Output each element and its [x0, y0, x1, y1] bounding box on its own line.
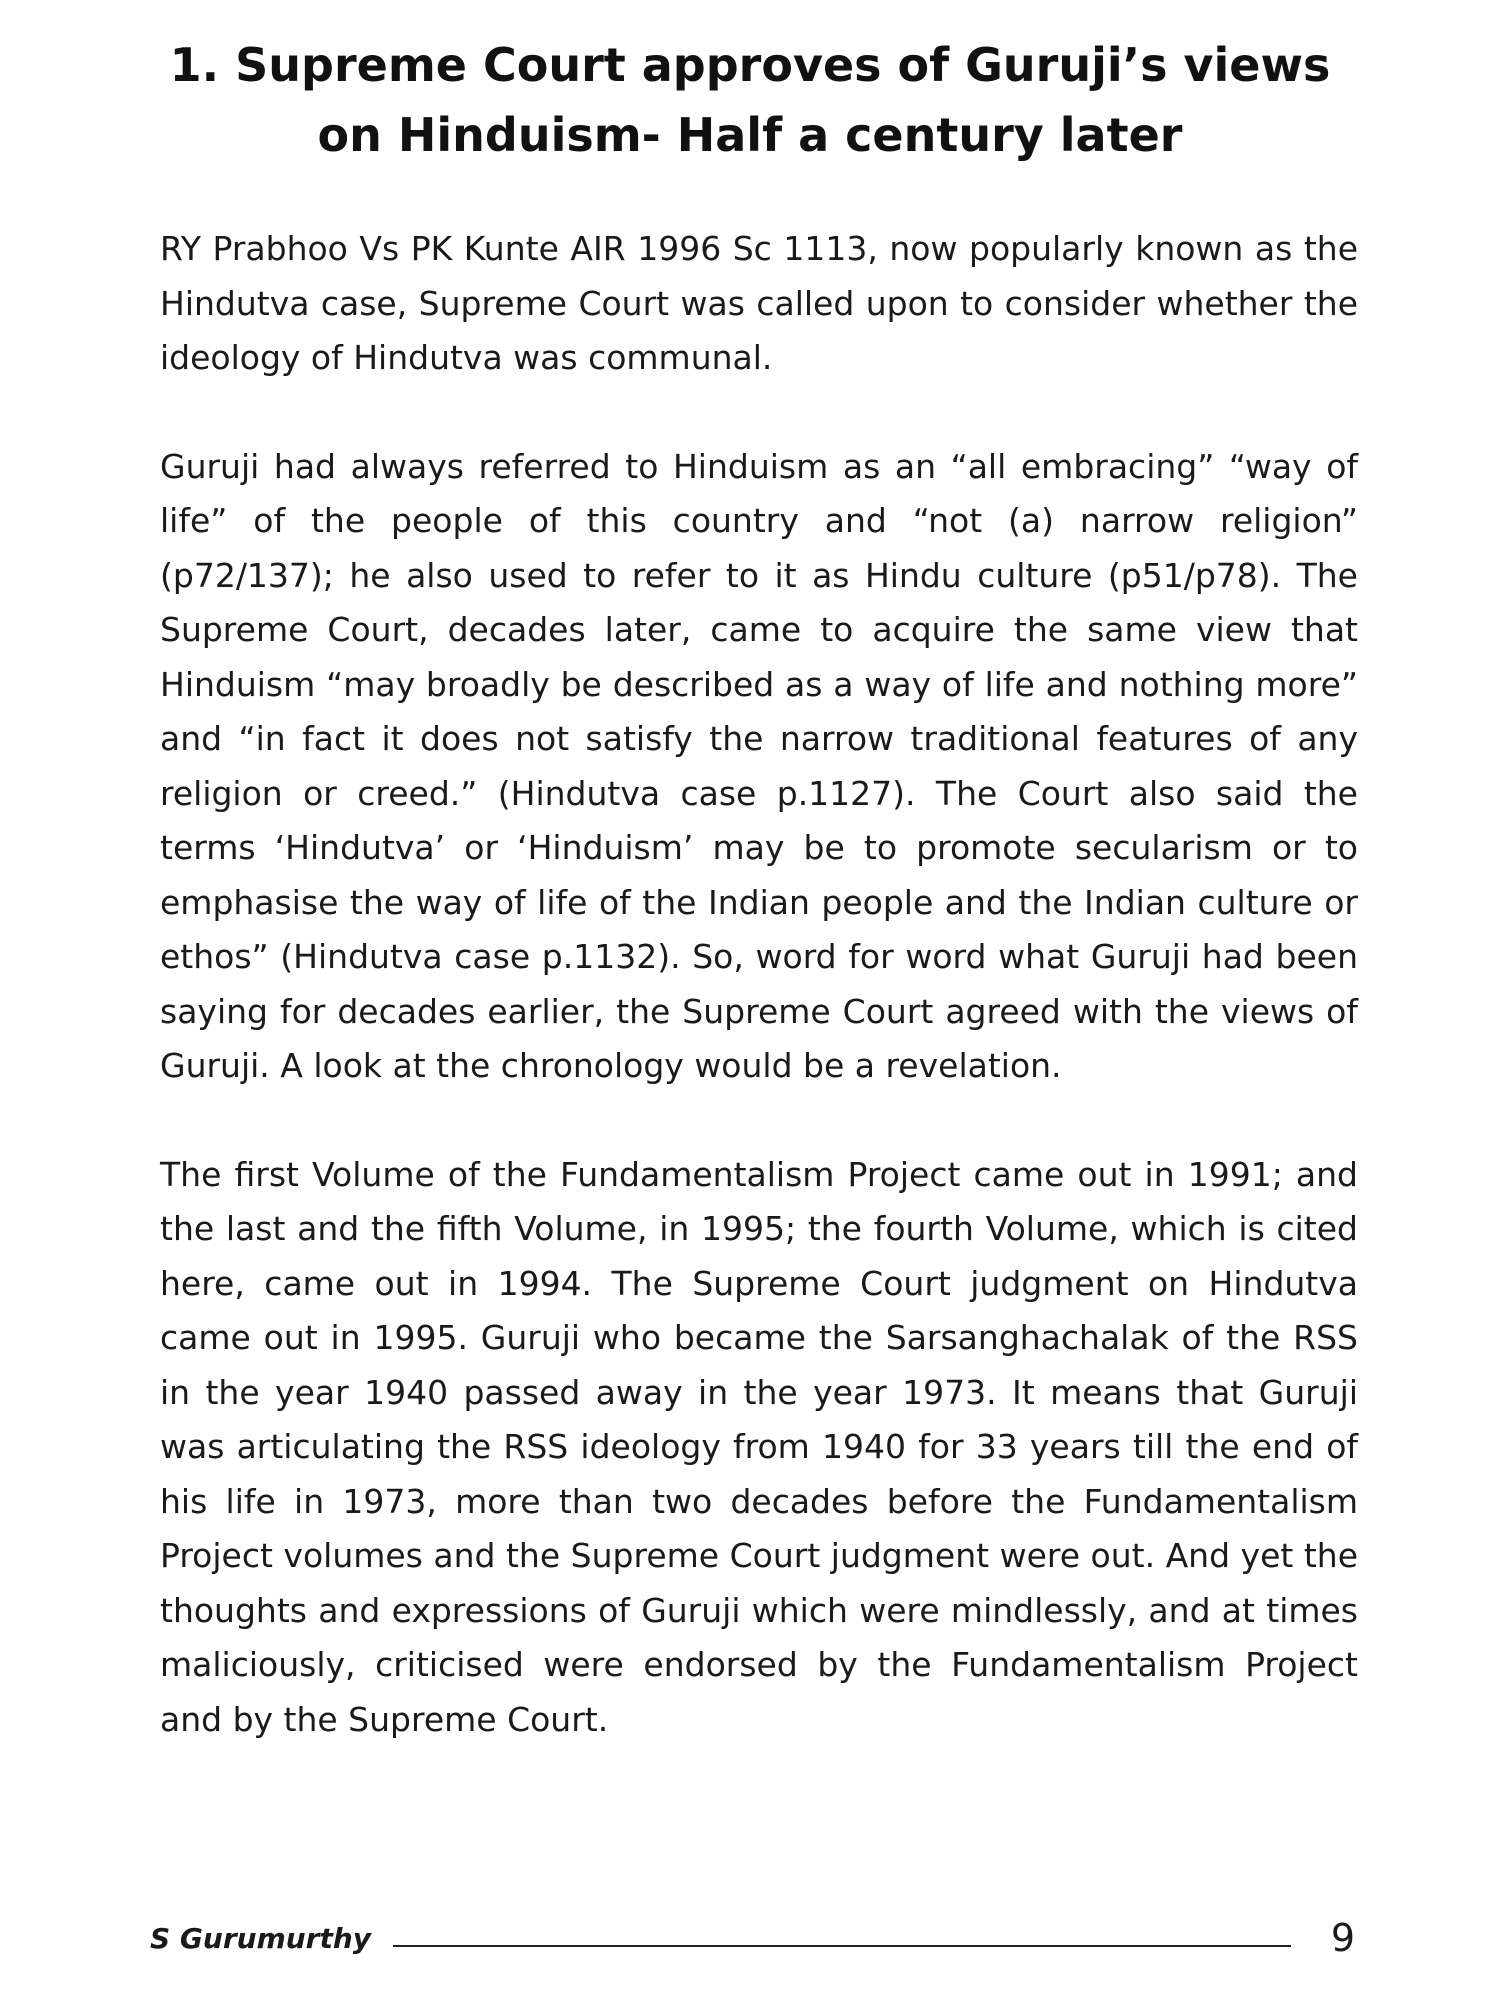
footer-rule	[393, 1945, 1291, 1947]
paragraph-hinduism-way-of-life: Guruji had always referred to Hinduism as an “all embracing” “way of life” of the people of this country and “not (a) narrow religion” (p72/137); he also used to refer to it as Hindu culture (p51/p78). The Supreme Court, decades later, came to acquire the same view that Hinduism “may broadly be described as a way of life and nothing more” and “in fact it does not satisfy the narrow traditional features of any religion or creed.” (Hindutva case p.1127). The Court also said the terms ‘Hindutva’ or ‘Hinduism’ may be to promote secularism or to emphasise the way of life of the Indian people and the Indian culture or ethos” (Hindutva case p.1132). So, word for word what Guruji had been saying for decades earlier, the Supreme Court agreed with the views of Guruji. A look at the chronology would be a revelation.	[160, 446, 1358, 1085]
page-footer	[150, 1908, 1355, 1968]
chapter-title	[100, 30, 1400, 170]
paragraph-case-intro: RY Prabhoo Vs PK Kunte AIR 1996 Sc 1113, now popularly known as the Hindutva case, Supreme Court was called upon to consider whether the ideology of Hindutva was communal.	[160, 229, 1358, 377]
body-text	[160, 222, 1358, 1801]
page-number: 9	[1330, 1916, 1355, 1960]
paragraph-chronology: The first Volume of the Fundamentalism Project came out in 1991; and the last and the fifth Volume, in 1995; the fourth Volume, which is cited here, came out in 1994. The Supreme Court judgment on Hindutva came out in 1995. Guruji who became the Sarsanghachalak of the RSS in the year 1940 passed away in the year 1973. It means that Guruji was articulating the RSS ideology from 1940 for 33 years till the end of his life in 1973, more than two decades before the Fundamentalism Project volumes and the Supreme Court judgment were out. And yet the thoughts and expressions of Guruji which were mindlessly, and at times maliciously, criticised were endorsed by the Fundamentalism Project and by the Supreme Court.	[160, 1154, 1358, 1739]
chapter-title-line-1: 1. Supreme Court approves of Guruji’s views	[169, 38, 1331, 92]
chapter-title-line-2: on Hinduism- Half a century later	[317, 108, 1183, 162]
footer-author: S Gurumurthy	[150, 1921, 372, 1955]
